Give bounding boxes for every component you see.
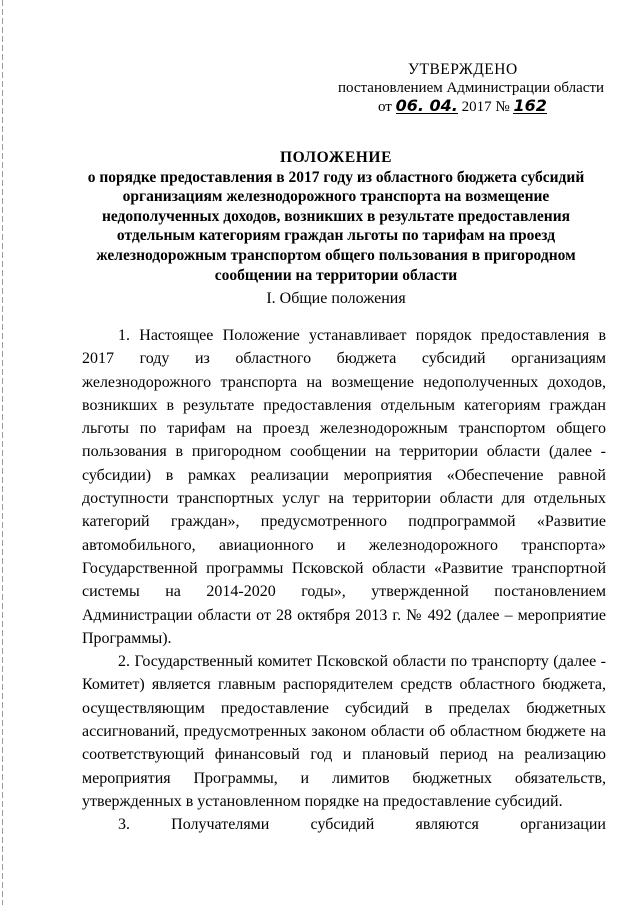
year-number-label: 2017 №	[461, 99, 510, 115]
approval-stamp	[330, 60, 630, 117]
paragraph-3: 3. Получателями субсидий являются организации	[118, 816, 606, 834]
approval-decree-line: постановлением Администрации области	[338, 80, 605, 96]
date-prefix: от	[378, 99, 392, 115]
document-heading: ПОЛОЖЕНИЕ	[279, 149, 393, 166]
section-heading: I. Общие положения	[266, 290, 406, 307]
document-subtitle: о порядке предоставления в 2017 году из областного бюджета субсидий организациям железнодорожного транспорта на возмещение недополученных доходов, возникших в результате предоставления отдельным категориям граждан льготы по тарифам на проезд железнодорожным транспортом общего пользования в пригородном сообщении на территории области	[87, 168, 585, 284]
approval-date-line	[330, 98, 630, 117]
document-title-block	[70, 148, 602, 285]
approval-title: УТВЕРЖДЕНО	[408, 61, 518, 78]
document-body	[82, 324, 606, 837]
paragraph-2: 2. Государственный комитет Псковской области по транспорту (далее - Комитет) является главным распорядителем средств областного бюджета, осуществляющим предоставление субсидий в пределах бюджетных ассигнований, предусмотренных законом области об областном бюджете на соответствующий финансовый год и плановый период на реализацию мероприятия Программы, и лимитов бюджетных обязательств, утвержденных в установленном порядке на предоставление субсидий.	[82, 653, 606, 810]
handwritten-number: 162	[513, 96, 547, 115]
page-edge-scan-line	[2, 0, 3, 905]
paragraph-1: 1. Настоящее Положение устанавливает порядок предоставления в 2017 году из областного бюджета субсидий организациям железнодорожного транспорта на возмещение недополученных доходов, возникших в результате предоставления отдельным категориям граждан льготы по тарифам на проезд железнодорожным транспортом общего пользования в пригородном сообщении на территории области (далее - субсидии) в рамках реализации мероприятия «Обеспечение равной доступности транспортных услуг на территории области для отдельных категорий граждан», предусмотренного подпрограммой «Развитие автомобильного, авиационного и железнодорожного транспорта» Государственной программы Псковской области «Развитие транспортной системы на 2014-2020 годы», утвержденной постановлением Администрации области от 28 октября 2013 г. № 492 (далее – мероприятие Программы).	[82, 327, 606, 647]
handwritten-date: 06. 04.	[395, 96, 458, 115]
